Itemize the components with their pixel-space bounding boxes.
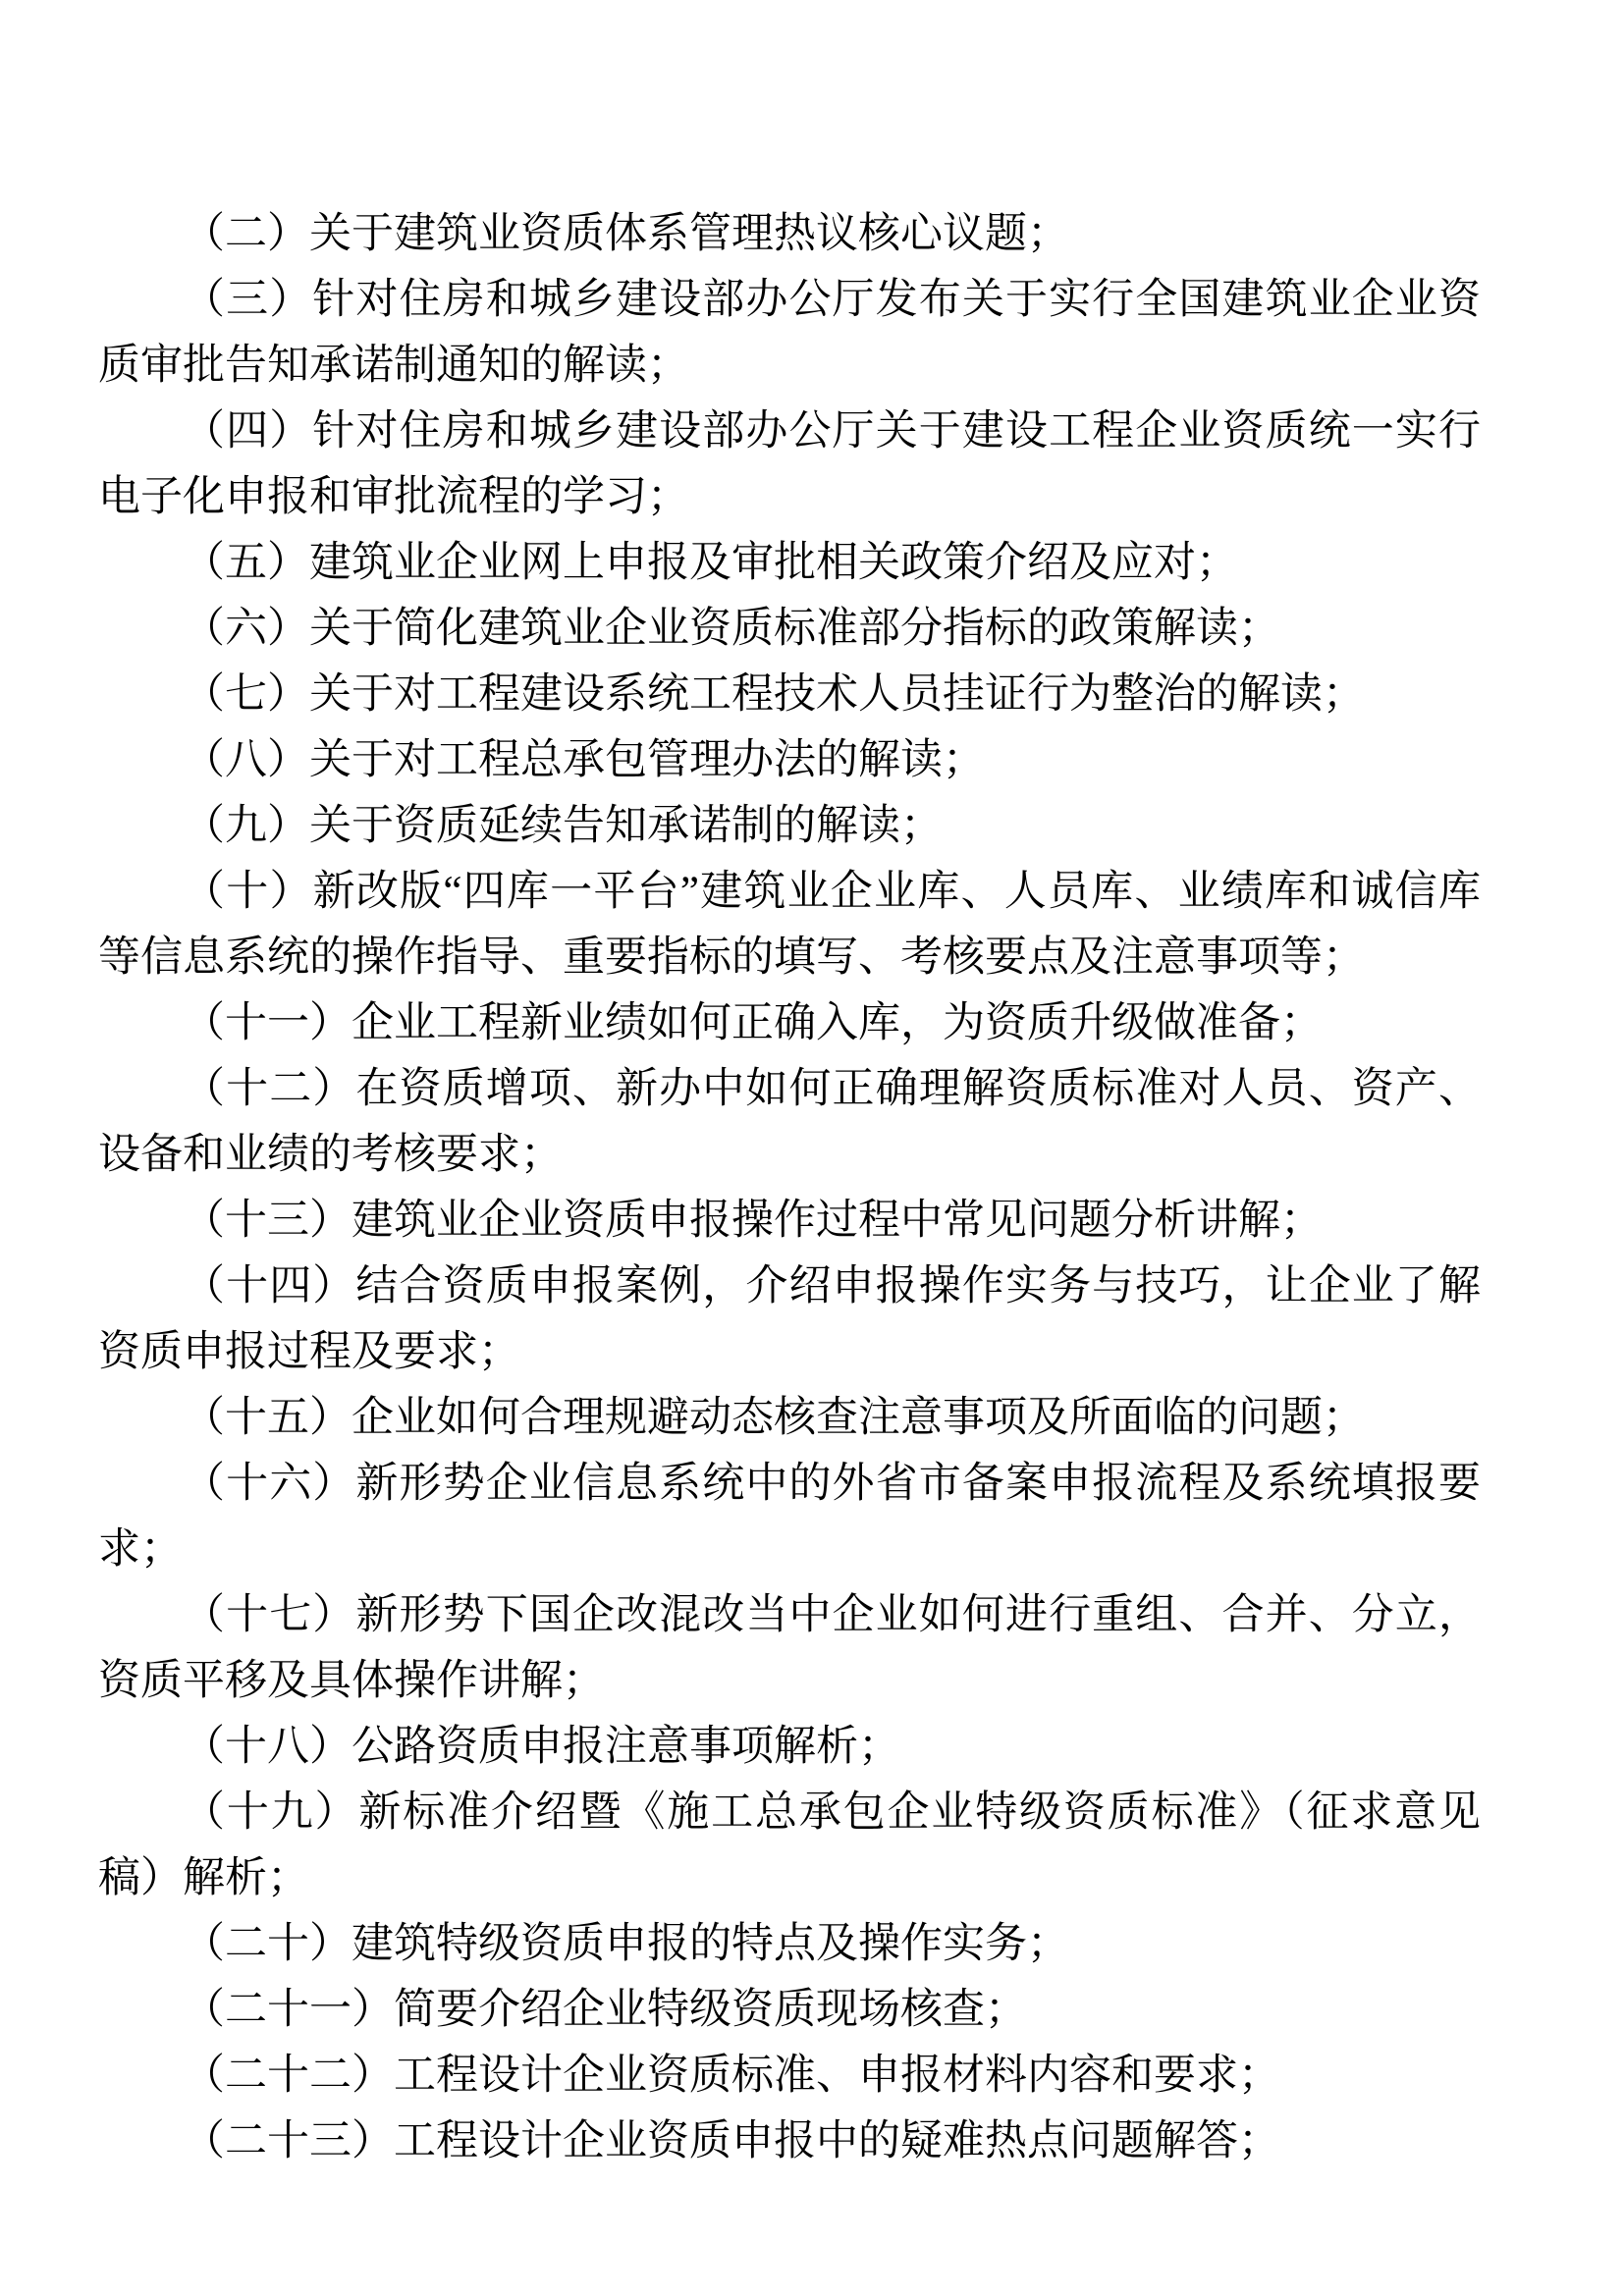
- paragraph: （八）关于对工程总承包管理办法的解读；: [183, 737, 985, 783]
- paragraph: （六）关于简化建筑业企业资质标准部分指标的政策解读；: [183, 606, 1280, 652]
- paragraph: （二十二）工程设计企业资质标准、申报材料内容和要求；: [183, 2053, 1280, 2099]
- paragraph: （十四）结合资质申报案例，介绍申报操作实务与技巧，让企业了解资质申报过程及要求；: [98, 1263, 1481, 1375]
- paragraph: （二十三）工程设计企业资质申报中的疑难热点问题解答；: [183, 2118, 1280, 2164]
- paragraph: （二十一）简要介绍企业特级资质现场核查；: [183, 1987, 1027, 2033]
- paragraph: （九）关于资质延续告知承诺制的解读；: [183, 803, 943, 849]
- paragraph: （二）关于建筑业资质体系管理热议核心议题；: [183, 211, 1069, 257]
- paragraph: （十九）新标准介绍暨《施工总承包企业特级资质标准》（征求意见稿）解析；: [98, 1789, 1481, 1901]
- document-body: [98, 201, 1481, 2174]
- paragraph: （十二）在资质增项、新办中如何正确理解资质标准对人员、资产、设备和业绩的考核要求；: [98, 1066, 1481, 1178]
- paragraph: （七）关于对工程建设系统工程技术人员挂证行为整治的解读；: [183, 671, 1365, 718]
- paragraph: （十一）企业工程新业绩如何正确入库，为资质升级做准备；: [183, 1000, 1323, 1046]
- paragraph: （五）建筑业企业网上申报及审批相关政策介绍及应对；: [183, 540, 1238, 586]
- paragraph: （四）针对住房和城乡建设部办公厅关于建设工程企业资质统一实行电子化申报和审批流程的学习；: [98, 408, 1481, 520]
- paragraph: （三）针对住房和城乡建设部办公厅发布关于实行全国建筑业企业资质审批告知承诺制通知的解读；: [98, 277, 1481, 389]
- paragraph: （十七）新形势下国企改混改当中企业如何进行重组、合并、分立，资质平移及具体操作讲解；: [98, 1592, 1481, 1704]
- paragraph: （二十）建筑特级资质申报的特点及操作实务；: [183, 1921, 1069, 1967]
- paragraph: （十三）建筑业企业资质申报操作过程中常见问题分析讲解；: [183, 1198, 1323, 1244]
- paragraph: （十五）企业如何合理规避动态核查注意事项及所面临的问题；: [183, 1395, 1365, 1441]
- paragraph: （十）新改版“四库一平台”建筑业企业库、人员库、业绩库和诚信库等信息系统的操作指导、重要指标的填写、考核要点及注意事项等；: [98, 869, 1481, 981]
- paragraph: （十八）公路资质申报注意事项解析；: [183, 1724, 900, 1770]
- paragraph: （十六）新形势企业信息系统中的外省市备案申报流程及系统填报要求；: [98, 1461, 1481, 1573]
